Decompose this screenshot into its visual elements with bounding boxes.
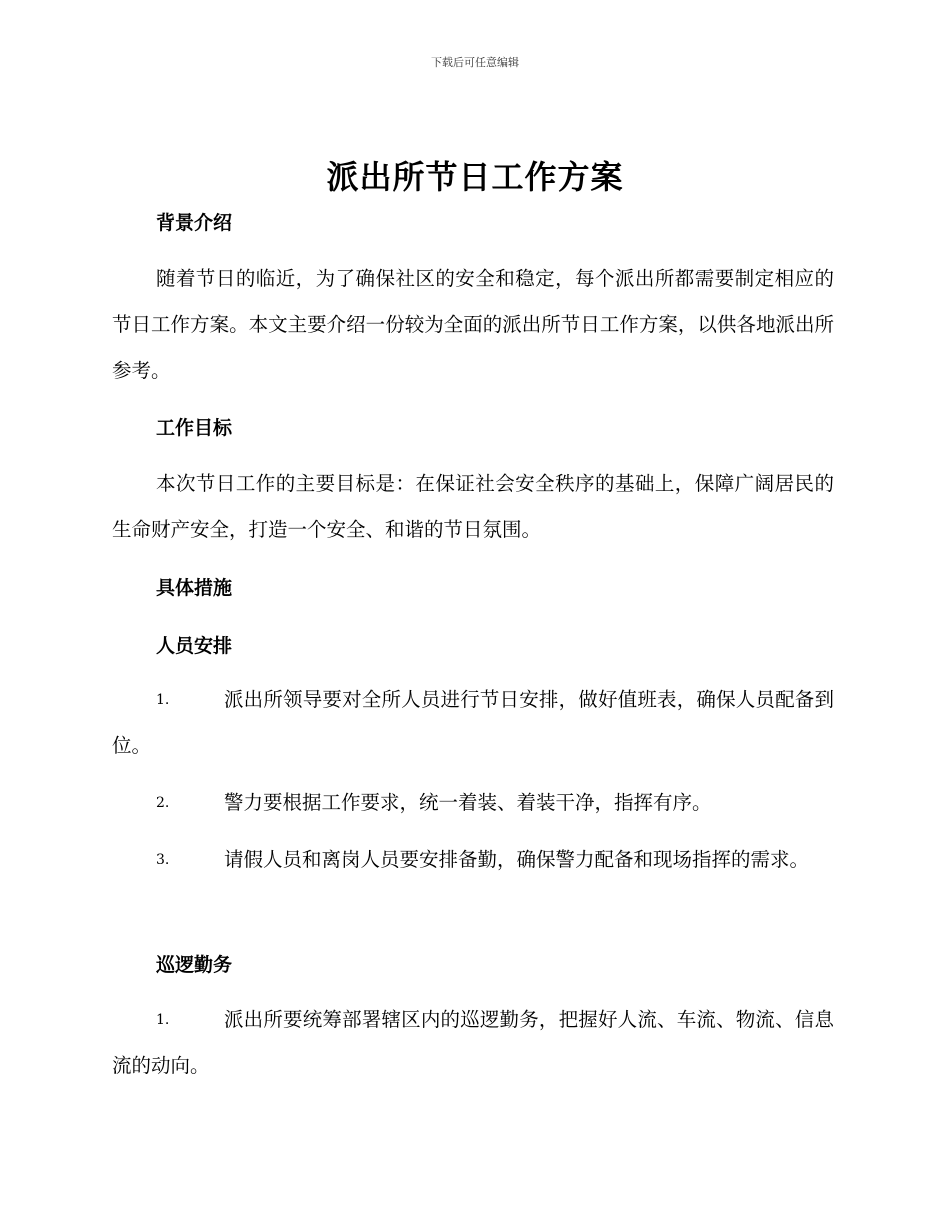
list-item-text: 派出所领导要对全所人员进行节日安排，做好值班表，确保人员配备到位。 [112,688,834,757]
list-item [112,997,834,1089]
heading-measures: 具体措施 [156,577,233,599]
list-number: 3. [156,852,170,868]
list-item-text: 派出所要统筹部署辖区内的巡逻勤务，把握好人流、车流、物流、信息流的动向。 [112,1008,834,1077]
document-title: 派出所节日工作方案 [326,158,624,196]
list-item [112,677,834,769]
paragraph-background: 随着节日的临近，为了确保社区的安全和稳定，每个派出所都需要制定相应的节日工作方案。本文主要介绍一份较为全面的派出所节日工作方案，以供各地派出所参考。 [112,267,834,382]
list-item-text: 请假人员和离岗人员要安排备勤，确保警力配备和现场指挥的需求。 [224,848,810,871]
heading-patrol: 巡逻勤务 [156,954,233,976]
list-item-text: 警力要根据工作要求，统一着装、着装干净，指挥有序。 [224,791,712,814]
list-item [112,837,834,883]
header-note: 下载后可任意编辑 [431,56,519,69]
heading-staffing: 人员安排 [156,635,233,657]
paragraph-goal: 本次节日工作的主要目标是：在保证社会安全秩序的基础上，保障广阔居民的生命财产安全，打造一个安全、和谐的节日氛围。 [112,472,834,541]
list-item [112,780,834,826]
list-number: 1. [156,1012,170,1028]
heading-background: 背景介绍 [156,212,233,234]
heading-goal: 工作目标 [156,417,233,439]
list-number: 2. [156,795,170,811]
list-number: 1. [156,692,170,708]
